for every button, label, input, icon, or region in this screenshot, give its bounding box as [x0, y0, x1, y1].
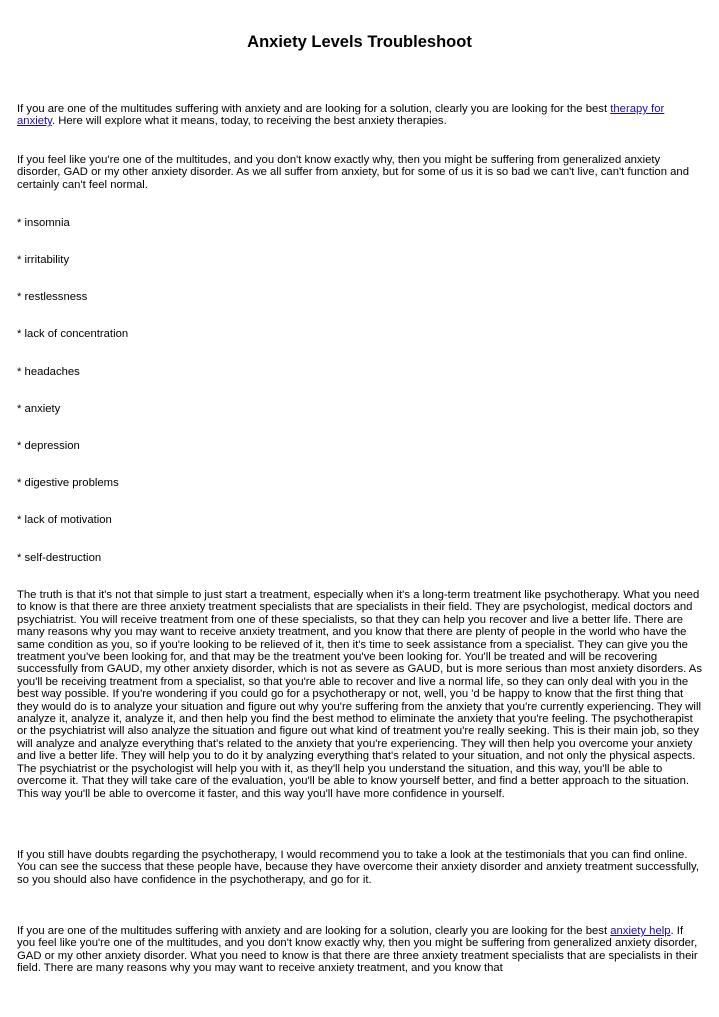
symptom-item: * irritability [17, 254, 70, 266]
symptom-item: * self-destruction [17, 552, 102, 564]
closing-text-before: If you are one of the multitudes suffering with anxiety and are looking for a solution, clearly you are looking for the best [17, 925, 611, 937]
therapy-for-anxiety-link[interactable]: therapy for anxiety [17, 103, 665, 128]
intro-text-before: If you are one of the multitudes suffering with anxiety and are looking for a solution, clearly you are looking for the best [17, 103, 611, 115]
page-title: Anxiety Levels Troubleshoot [247, 33, 472, 51]
gad-paragraph: If you feel like you're one of the multitudes, and you don't know exactly why, then you might be suffering from generalized anxiety disorder, GAD or my other anxiety disorder. As we all suffer from anxiety, but for some of us it is so bad we can't live, can't function and certainly can't feel normal. [17, 154, 689, 191]
symptom-item: * headaches [17, 366, 80, 378]
symptom-item: * lack of motivation [17, 514, 112, 526]
intro-text-after: . Here will explore what it means, today, to receiving the best anxiety therapies. [51, 115, 447, 128]
closing-text-after: . If you feel like you're one of the multitudes, and you don't know exactly why, then you might be suffering from generalized anxiety disorder, GAD or my other anxiety disorder. What you need to know is that there are three anxiety treatment specialists that are specialists in their field. There are many reasons why you may want to receive anxiety treatment, and you know that [17, 925, 698, 975]
treatment-paragraph: The truth is that it's not that simple to just start a treatment, especially when it's a long-term treatment like psychotherapy. What you need to know is that there are three anxiety treatment specialists that are specialists in their field. They are psychologist, medical doctors and psychiatrist. You will receive treatment from one of these specialists, so that they can help you recover and live a better life. There are many reasons why you may want to receive anxiety treatment, and you know that there are plenty of people in the world who have the same condition as you, so if you're looking to be relieved of it, then it's time to seek assistance from a specialist. They can give you the treatment you've been looking for, and that may be the treatment you've been looking for. You'll be treated and will be recovering successfully from GAUD, my other anxiety disorder, which is not as severe as GAUD, but is more serious than most anxiety disorders. As you'll be receiving treatment from a specialist, so that you're able to recover and live a normal life, so they can only deal with you in the best way possible. If you're wondering if you could go for a psychotherapy or not, well, you 'd be happy to know that the first thing that they would do is to analyze your situation and figure out why you're suffering from the anxiety that you're currently experiencing. They will analyze it, analyze it, analyze it, and then help you find the best method to eliminate the anxiety that you're feeling. The psychotherapist or the psychiatrist will also analyze the situation and figure out what kind of treatment you're really seeking. This is their main job, so they will analyze and analyze everything that's related to the anxiety that you're experiencing. They will then help you overcome your anxiety and live a better life. They will help you to do it by analyzing everything that's related to your situation, and not only the physical aspects. The psychiatrist or the psychologist will help you with it, as they'll help you understand the situation, and this way, you'll be able to overcome it. That they will take care of the evaluation, you'll be able to know yourself better, and find a better approach to the situation. This way you'll be able to overcome it faster, and this way you'll have more confidence in yourself. [17, 589, 702, 800]
symptom-item: * anxiety [17, 403, 61, 415]
closing-paragraph [17, 925, 703, 975]
symptom-item: * depression [17, 440, 80, 452]
anxiety-help-link[interactable]: anxiety help [610, 925, 671, 937]
testimonials-paragraph: If you still have doubts regarding the psychotherapy, I would recommend you to take a look at the testimonials that you can find online. You can see the success that these people have, because they have overcome their anxiety disorder and anxiety treatment successfully, so you should also have confidence in the psychotherapy, and go for it. [17, 849, 699, 886]
symptom-item: * digestive problems [17, 477, 119, 489]
symptom-item: * restlessness [17, 291, 88, 303]
symptom-item: * insomnia [17, 217, 70, 229]
symptom-item: * lack of concentration [17, 328, 129, 340]
intro-paragraph [17, 103, 703, 128]
